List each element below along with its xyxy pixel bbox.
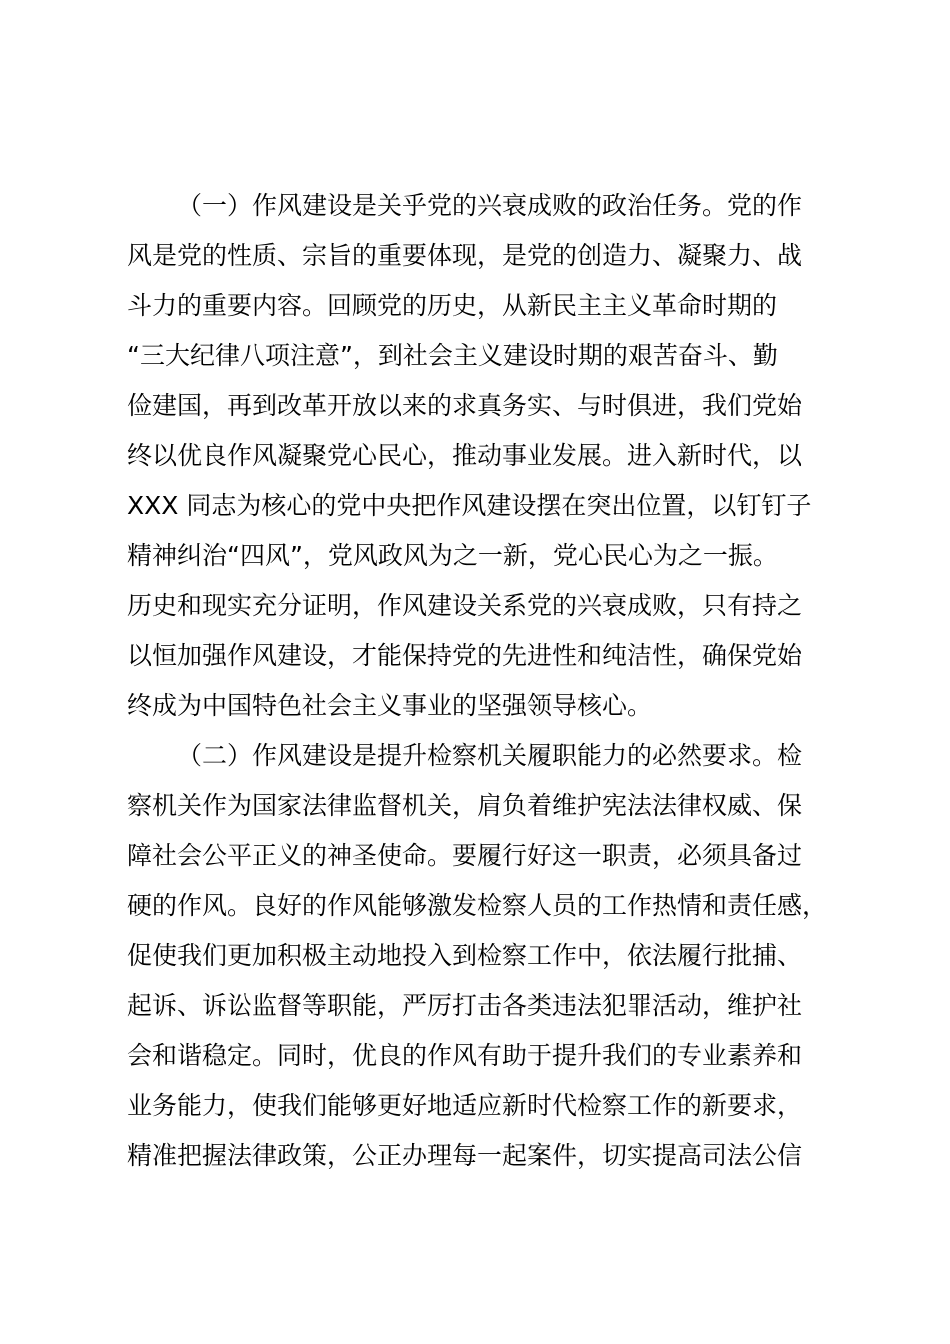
- paragraph-1-line-10: 以恒加强作风建设，才能保持党的先进性和纯洁性，确保党始: [127, 641, 803, 670]
- paragraph-2-line-8: 业务能力，使我们能够更好地适应新时代检察工作的新要求，: [127, 1091, 803, 1120]
- paragraph-1: [127, 181, 827, 731]
- paragraph-2-line-5: 促使我们更加积极主动地投入到检察工作中，依法履行批捕、: [127, 941, 803, 970]
- paragraph-2-line-6: 起诉、诉讼监督等职能，严厉打击各类违法犯罪活动，维护社: [127, 991, 803, 1020]
- paragraph-1-line-5: 俭建国，再到改革开放以来的求真务实、与时俱进，我们党始: [127, 391, 803, 420]
- paragraph-1-line-1: （一）作风建设是关乎党的兴衰成败的政治任务。党的作: [177, 191, 803, 220]
- paragraph-1-line-8: 精神纠治“四风”，党风政风为之一新，党心民心为之一振。: [127, 541, 778, 570]
- document-body: [127, 181, 827, 1181]
- paragraph-2: [127, 731, 827, 1181]
- paragraph-2-line-9: 精准把握法律政策，公正办理每一起案件，切实提高司法公信: [127, 1141, 803, 1170]
- paragraph-1-line-9: 历史和现实充分证明，作风建设关系党的兴衰成败，只有持之: [127, 591, 803, 620]
- paragraph-1-line-7: XXX 同志为核心的党中央把作风建设摆在突出位置，以钉钉子: [127, 491, 812, 520]
- paragraph-1-line-4: “三大纪律八项注意”，到社会主义建设时期的艰苦奋斗、勤: [127, 341, 778, 370]
- paragraph-2-line-2: 察机关作为国家法律监督机关，肩负着维护宪法法律权威、保: [127, 791, 803, 820]
- paragraph-1-line-11: 终成为中国特色社会主义事业的坚强领导核心。: [127, 691, 653, 720]
- paragraph-1-line-2: 风是党的性质、宗旨的重要体现，是党的创造力、凝聚力、战: [127, 241, 803, 270]
- paragraph-2-line-4: 硬的作风。良好的作风能够激发检察人员的工作热情和责任感，: [127, 891, 828, 920]
- paragraph-2-line-3: 障社会公平正义的神圣使命。要履行好这一职责，必须具备过: [127, 841, 803, 870]
- paragraph-1-line-6: 终以优良作风凝聚党心民心，推动事业发展。进入新时代，以: [127, 441, 803, 470]
- paragraph-1-line-3: 斗力的重要内容。回顾党的历史，从新民主主义革命时期的: [127, 291, 778, 320]
- paragraph-2-line-7: 会和谐稳定。同时，优良的作风有助于提升我们的专业素养和: [127, 1041, 803, 1070]
- paragraph-2-line-1: （二）作风建设是提升检察机关履职能力的必然要求。检: [177, 741, 803, 770]
